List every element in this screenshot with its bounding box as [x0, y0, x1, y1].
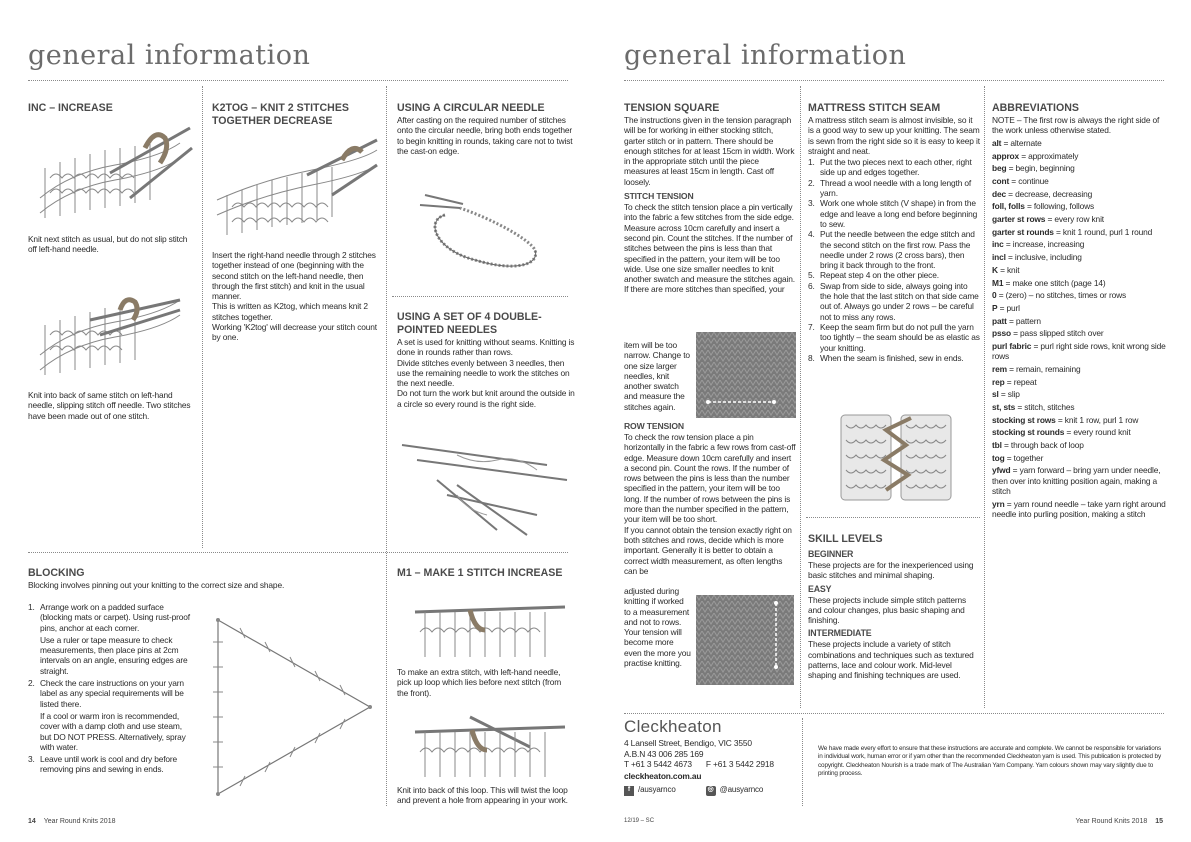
section-heading: K2TOG – KNIT 2 STITCHES TOGETHER DECREASE: [212, 102, 349, 127]
m1-section: [397, 567, 575, 580]
abbreviation-item: rem = remain, remaining: [992, 363, 1081, 374]
abbreviation-item: dec = decrease, decreasing: [992, 188, 1093, 199]
dpn-illustration: [397, 435, 572, 545]
blocking-steps: [28, 602, 193, 775]
mattress-stitch-illustration: [836, 410, 956, 505]
page-title: general information: [28, 40, 311, 71]
divider: [28, 80, 568, 81]
company-abn: A.B.N 43 006 285 169: [624, 748, 704, 759]
abbreviation-item: psso = pass slipped stitch over: [992, 328, 1104, 339]
inc-caption-2: Knit into back of same stitch on left-hand needle, slipping stitch off needle. Two stitches have been made out of one stitch.: [28, 390, 191, 421]
instagram-handle[interactable]: @ausyarnco: [719, 785, 764, 795]
tension-intro: The instructions given in the tension paragraph will be for working in either stocking stitch, garter stitch or in pattern. There should be enough stitches for at least 15cm in width. Work in the appropriate stitch until the piece measures at least 15cm in length. Cast off loosely.: [624, 115, 795, 187]
divider: [624, 80, 1164, 81]
m1-illustration-1: [410, 592, 570, 662]
dpn-text-1: A set is used for knitting without seams. Knitting is done in rounds rather than rows.: [397, 337, 575, 358]
list-item: 6. Swap from side to side, always going into the hole that the last stitch on that side came out of. Always go under 2 rows – be careful not to miss any rows.: [808, 280, 979, 322]
list-item: 1. Arrange work on a padded surface (blocking mats or carpet). Using rust-proof pins, anchor at each corner.: [28, 602, 190, 633]
abbreviation-item: st, sts = stitch, stitches: [992, 402, 1075, 413]
row-tension-text-2: If you cannot obtain the tension exactly right on both stitches and rows, decide which is more important. Generally it is better to obtain a correct width measurement, as often lengths can be: [624, 524, 792, 576]
section-heading: TENSION SQUARE: [624, 102, 720, 114]
disclaimer: We have made every effort to ensure that these instructions are accurate and complete. We cannot be responsible for variations in individual work, human error or if yarn other than the recommended Cleckheaton yarn is used. This publication is protected by copyright. Cleckheaton Nourish is a trade mark of The Australian Yarn Company. Yarn colours shown may vary slightly due to printing process.: [818, 745, 1162, 777]
mattress-intro: A mattress stitch seam is almost invisible, so it is a good way to sew up your knitting. The seam is sewn from the right side so it is easy to keep it straight and neat.: [808, 115, 980, 156]
tension-section: [624, 102, 796, 295]
abbreviation-item: stocking st rows = knit 1 row, purl 1 row: [992, 414, 1139, 425]
skill-levels-section: [808, 533, 980, 681]
m1-caption-2: Knit into back of this loop. This will twist the loop and prevent a hole from appearing in your work.: [397, 785, 568, 806]
abbreviation-item: M1 = make one stitch (page 14): [992, 277, 1106, 288]
dpn-section: [397, 311, 575, 409]
circular-needle-section: [397, 102, 575, 156]
page-footer: [1076, 818, 1164, 825]
dpn-text-2: Divide stitches evenly between 3 needles, then use the remaining needle to work the stitches on the next needle.: [397, 357, 570, 389]
abbreviation-item: garter st rounds = knit 1 round, purl 1 round: [992, 226, 1153, 237]
section-heading: USING A SET OF 4 DOUBLE-POINTED NEEDLES: [397, 311, 542, 336]
abbreviation-item: patt = pattern: [992, 315, 1041, 326]
skill-easy-text: These projects include simple stitch patterns and colour changes, plus basic shaping and finishing.: [808, 594, 967, 626]
abbreviation-item: purl fabric = purl right side rows, knit wrong side rows: [992, 340, 1166, 362]
stitch-tension-text: To check the stitch tension place a pin vertically into the fabric a few stitches from the side edge. Measure across 10cm carefully and insert a second pin. Count the stitches. If the number of stitches between the pins is less than that specified in the pattern, your item will be too wide. Use one size smaller needles to knit another swatch and measure the stitches again. If there are more stitches than specified, your: [624, 202, 795, 295]
abbreviation-item: rep = repeat: [992, 376, 1037, 387]
k2tog-section: [212, 102, 382, 128]
abbreviation-item: inc = increase, increasing: [992, 239, 1085, 250]
facebook-handle[interactable]: /ausyarnco: [638, 785, 676, 795]
k2tog-text-1: Insert the right-hand needle through 2 stitches together instead of one (beginning with the second stitch on the left-hand needle, then through the first stitch) and knit in the usual manner.: [212, 250, 376, 302]
subheading: INTERMEDIATE: [808, 628, 872, 639]
list-item: Use a ruler or tape measure to check measurements, then place pins at 2cm intervals on an angle, ensuring edges are straight.: [40, 634, 188, 676]
m1-illustration-2: [410, 712, 570, 782]
list-item: 1. Put the two pieces next to each other, right side up and edges together.: [808, 157, 972, 178]
section-heading: USING A CIRCULAR NEEDLE: [397, 102, 545, 114]
list-item: 3. Leave until work is cool and dry before removing pins and sewing in ends.: [28, 754, 178, 775]
row-tension-swatch: [696, 595, 794, 685]
row-tension-text-continued: adjusted during knitting if worked to a measurement and not to rows. Your tension will become more even the more you practise knitting.: [624, 586, 691, 669]
page-number: 14: [28, 818, 36, 825]
divider: [386, 86, 387, 806]
list-item: 5. Repeat step 4 on the other piece.: [808, 270, 939, 281]
publication-name: Year Round Knits 2018: [1075, 818, 1148, 825]
inc-caption-1: Knit next stitch as usual, but do not slip stitch off left-hand needle.: [28, 234, 188, 255]
stitch-tension-swatch: [696, 332, 796, 418]
abbreviation-item: foll, folls = following, follows: [992, 201, 1095, 212]
abbreviations-list: [992, 138, 1168, 519]
divider: [28, 552, 568, 553]
section-heading: ABBREVIATIONS: [992, 102, 1079, 114]
divider: [800, 86, 801, 708]
page-footer: [28, 818, 116, 825]
divider: [202, 86, 203, 548]
publication-name: Year Round Knits 2018: [43, 818, 116, 825]
social-links: [624, 785, 799, 795]
company-website[interactable]: cleckheaton.com.au: [624, 771, 702, 782]
list-item: 7. Keep the seam firm but do not pull the yarn too tightly – the seam should be as elastic as your knitting.: [808, 321, 980, 353]
page-title: general information: [624, 40, 907, 71]
circular-text: After casting on the required number of stitches onto the circular needle, bring both ends together to begin knitting in rounds, taking care not to twist the cast-on edge.: [397, 115, 573, 156]
page-number: 15: [1155, 818, 1163, 825]
divider: [624, 713, 1164, 714]
subheading: ROW TENSION: [624, 421, 684, 431]
section-heading: MATTRESS STITCH SEAM: [808, 102, 941, 114]
abbreviation-item: K = knit: [992, 264, 1020, 275]
inc-section: [28, 102, 198, 115]
abbreviation-item: garter st rows = every row knit: [992, 214, 1104, 225]
m1-caption-1: To make an extra stitch, with left-hand needle, pick up loop which lies before next stitch (from the front).: [397, 667, 562, 698]
divider: [392, 296, 568, 297]
list-item: If a cool or warm iron is recommended, cover with a damp cloth and use steam, but DO NOT PRESS. Alternatively, spray with water.: [40, 710, 186, 752]
abbreviation-item: sl = slip: [992, 389, 1020, 400]
section-heading: INC – INCREASE: [28, 102, 113, 114]
blocking-section: [28, 567, 383, 590]
abbreviation-item: cont = continue: [992, 176, 1049, 187]
list-item: 3. Work one whole stitch (V shape) in from the edge and leave a long end before beginning to sew.: [808, 198, 978, 229]
abbreviation-item: tbl = through back of loop: [992, 440, 1084, 451]
skill-intermediate-text: These projects include a variety of stitch combinations and techniques such as textured patterns, lace and colour work. Mid-level shaping and finishing techniques are used.: [808, 639, 974, 681]
blocking-intro: Blocking involves pinning out your knitting to the correct size and shape.: [28, 580, 285, 590]
abbreviation-item: tog = together: [992, 452, 1044, 463]
circular-needle-illustration: [415, 180, 555, 280]
abbreviation-item: alt = alternate: [992, 137, 1042, 148]
k2tog-illustration: [212, 135, 382, 245]
divider: [802, 718, 803, 806]
divider: [984, 86, 985, 708]
company-phone: T +61 3 5442 4673 F +61 3 5442 2918: [624, 758, 774, 769]
dpn-text-3: Do not turn the work but knit around the outside in a circle so every round is the right side.: [397, 388, 575, 409]
right-page: [596, 0, 1191, 842]
abbreviations-note: NOTE – The first row is always the right side of the work unless otherwise stated.: [992, 115, 1160, 136]
instagram-icon: ◎: [706, 786, 716, 796]
blocking-illustration: [210, 612, 380, 802]
subheading: BEGINNER: [808, 549, 854, 559]
abbreviation-item: stocking st rounds = every round knit: [992, 427, 1131, 438]
abbreviation-item: beg = begin, beginning: [992, 163, 1075, 174]
list-item: 8. When the seam is finished, sew in ends.: [808, 352, 964, 363]
abbreviations-section: [992, 102, 1168, 522]
k2tog-text-2: This is written as K2tog, which means knit 2 stitches together.: [212, 301, 368, 322]
list-item: 4. Put the needle between the edge stitch and the second stitch on the first row. Pass the needle under 2 rows (2 cross bars), then bring it back through to the front.: [808, 229, 975, 271]
abbreviation-item: yfwd = yarn forward – bring yarn under needle, then over into knitting position again, making a stitch: [992, 465, 1161, 497]
company-info: [624, 717, 799, 796]
row-tension-text: To check the row tension place a pin horizontally in the fabric a few rows from cast-off edge. Measure down 10cm carefully and insert a second pin. Count the rows. If the number of rows between the pins is less than the number specified in the pattern, your item will be too long. If the number of rows between the pins is more than the number specified in the pattern, your item will be too short.: [624, 432, 796, 525]
brand-logo: Cleckheaton: [624, 717, 722, 736]
print-code: 12/19 – SC: [624, 818, 655, 824]
abbreviation-item: yrn = yarn round needle – take yarn right around needle into purling position, making a stitch: [992, 498, 1166, 520]
list-item: 2. Thread a wool needle with a long length of yarn.: [808, 177, 972, 199]
stitch-tension-text-continued: item will be too narrow. Change to one size larger needles, knit another swatch and measure the stitches again.: [624, 340, 690, 412]
list-item: 2. Check the care instructions on your yarn label as any special requirements will be listed there.: [28, 678, 184, 709]
section-heading: M1 – MAKE 1 STITCH INCREASE: [397, 567, 563, 579]
section-heading: SKILL LEVELS: [808, 533, 883, 545]
abbreviation-item: incl = inclusive, including: [992, 252, 1082, 263]
facebook-icon: f: [624, 786, 634, 796]
mattress-stitch-section: [808, 102, 980, 363]
abbreviation-item: 0 = (zero) – no stitches, times or rows: [992, 290, 1127, 301]
subheading: STITCH TENSION: [624, 191, 694, 202]
section-heading: BLOCKING: [28, 567, 85, 579]
k2tog-text-3: Working 'K2tog' will decrease your stitch count by one.: [212, 322, 377, 343]
abbreviation-item: approx = approximately: [992, 150, 1079, 161]
company-address: 4 Lansell Street, Bendigo, VIC 3550: [624, 738, 752, 749]
inc-illustration-1: [30, 118, 195, 223]
divider: [806, 517, 980, 518]
abbreviation-item: P = purl: [992, 302, 1020, 313]
inc-illustration-2: [30, 280, 195, 380]
subheading: EASY: [808, 583, 832, 594]
skill-beginner-text: These projects are for the inexperienced using basic stitches and minimal shaping.: [808, 560, 974, 581]
